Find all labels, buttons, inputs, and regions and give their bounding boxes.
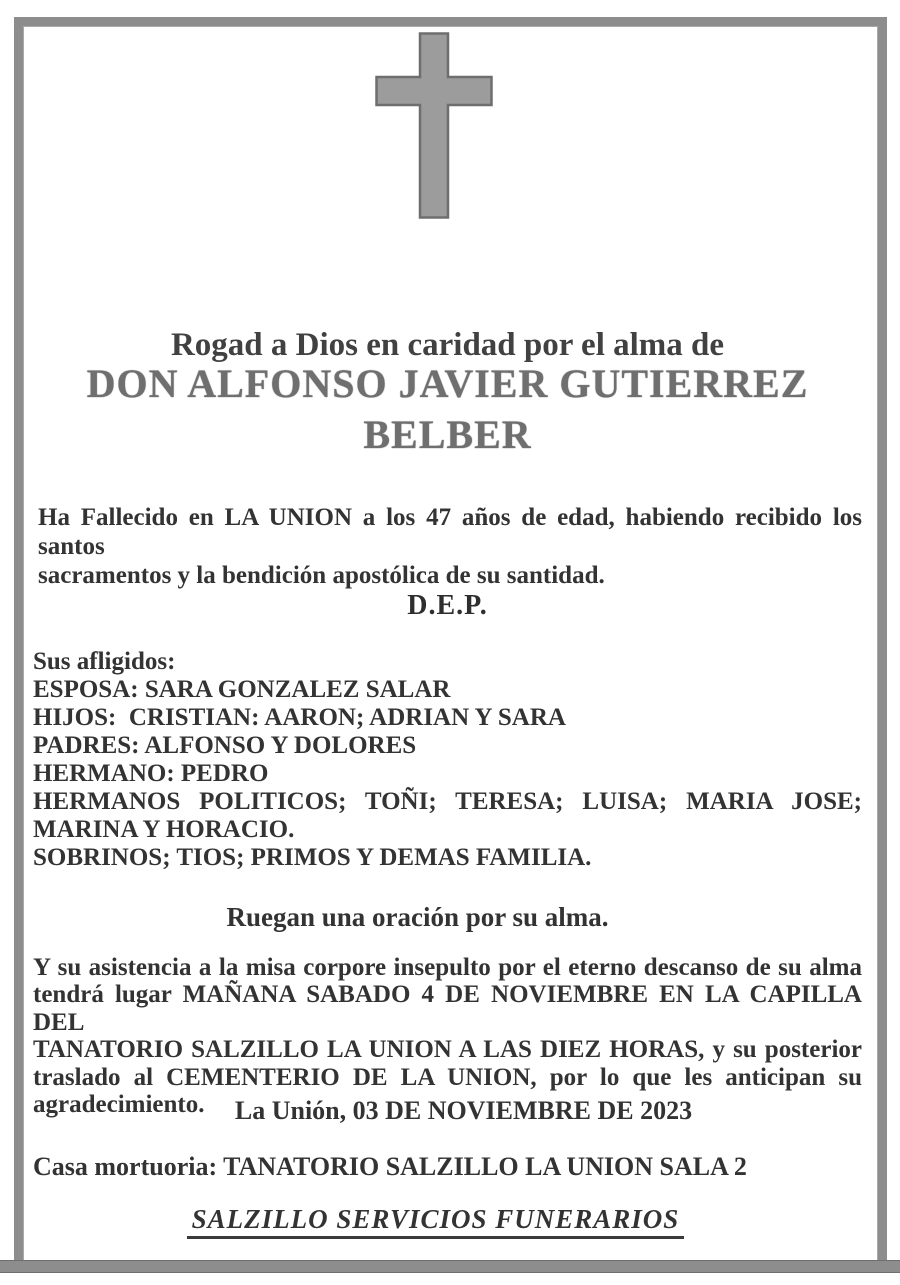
deceased-name <box>33 358 862 460</box>
family-intro: Sus afligidos: <box>33 648 176 675</box>
dep-abbreviation: D.E.P. <box>407 590 488 621</box>
family-line-padres: PADRES: ALFONSO Y DOLORES <box>33 732 417 759</box>
date-line: La Unión, 03 DE NOVIEMBRE DE 2023 <box>234 1096 693 1125</box>
family-line-hermanos-politicos: HERMANOS POLITICOS; TOÑI; TERESA; LUISA; MARIA JOSE; <box>33 788 862 815</box>
service-line: TANATORIO SALZILLO LA UNION A LAS DIEZ HORAS, y su posterior <box>33 1036 862 1064</box>
service-line: Y su asistencia a la misa corpore insepulto por el eterno descanso de su alma <box>33 954 862 981</box>
funeral-home-name: SALZILLO SERVICIOS FUNERARIOS <box>21 1204 850 1235</box>
family-list <box>33 648 862 872</box>
death-notice-line: Ha Fallecido en LA UNION a los 47 años de edad, habiendo recibido los santos <box>38 504 862 560</box>
family-line-esposa: ESPOSA: SARA GONZALEZ SALAR <box>33 676 451 703</box>
family-line-marina-horacio: MARINA Y HORACIO. <box>33 816 295 843</box>
death-notice-line: sacramentos y la bendición apostólica de su santidad. <box>38 562 605 589</box>
invocation-line: Rogad a Dios en caridad por el alma de <box>170 327 725 363</box>
service-line: agradecimiento. <box>33 1091 205 1119</box>
family-line-sobrinos: SOBRINOS; TIOS; PRIMOS Y DEMAS FAMILIA. <box>33 844 592 871</box>
service-line: traslado al CEMENTERIO DE LA UNION, por lo que les anticipan su <box>33 1063 862 1091</box>
service-line: tendrá lugar MAÑANA SABADO 4 DE NOVIEMBRE EN LA CAPILLA DEL <box>33 981 862 1036</box>
death-notice <box>38 503 862 590</box>
deceased-name-line1: DON ALFONSO JAVIER GUTIERREZ <box>86 361 809 406</box>
deceased-name-line2: BELBER <box>363 412 532 457</box>
service-notice <box>33 954 862 1118</box>
prayer-line: Ruegan una oración por su alma. <box>226 902 609 932</box>
family-line-hijos: HIJOS: CRISTIAN: AARON; ADRIAN Y SARA <box>33 704 566 731</box>
family-line-hermano: HERMANO: PEDRO <box>33 760 269 787</box>
mortuary-line: Casa mortuoria: TANATORIO SALZILLO LA UNION SALA 2 <box>33 1152 747 1181</box>
